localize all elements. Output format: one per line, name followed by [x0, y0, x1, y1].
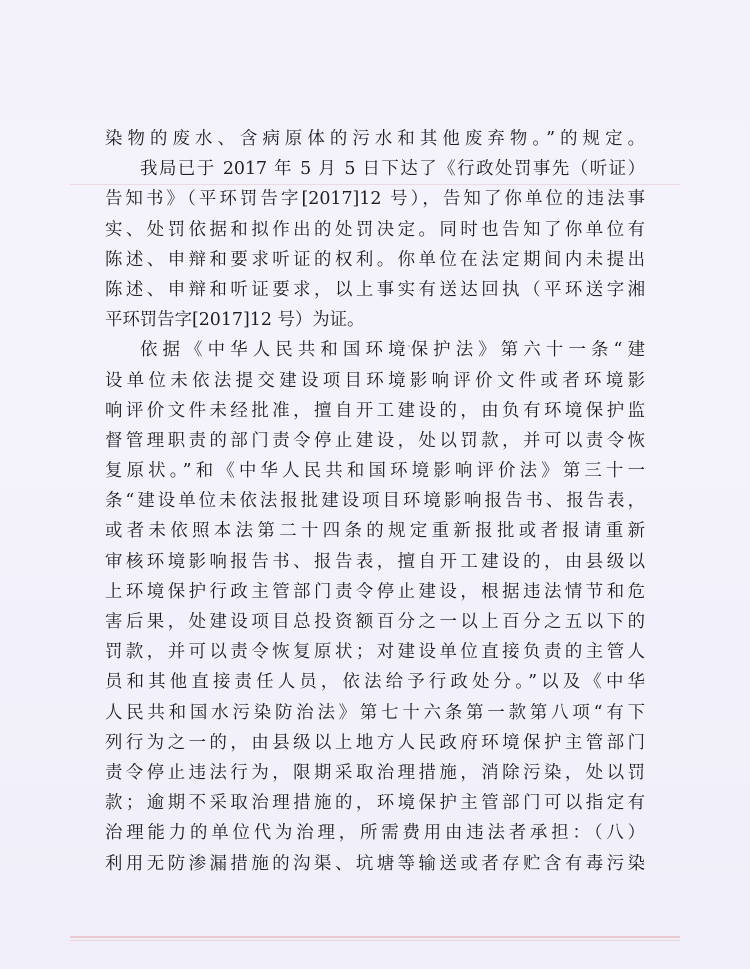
show-through-rule-bottom	[70, 936, 680, 938]
text-line-3: 告知书》（平环罚告字[2017]12 号），告知了你单位的违法事	[105, 189, 645, 210]
text-line-18: 罚款，并可以责令恢复原状；对建设单位直接负责的主管人	[105, 642, 645, 663]
text-line-10: 响评价文件未经批准，擅自开工建设的，由负有环境保护监	[105, 400, 645, 421]
text-line-7: 平环罚告字[2017]12 号）为证。	[105, 310, 365, 331]
text-line-4: 实、处罚依据和拟作出的处罚决定。同时也告知了你单位有	[105, 219, 645, 240]
text-line-11: 督管理职责的部门责令停止建设，处以罚款，并可以责令恢	[105, 430, 645, 451]
text-line-16: 上环境保护行政主管部门责令停止建设，根据违法情节和危	[105, 581, 645, 602]
text-line-25: 利用无防渗漏措施的沟渠、坑塘等输送或者存贮含有毒污染	[105, 853, 645, 874]
show-through-rule-bottom-thin	[70, 940, 680, 941]
text-line-20: 人民共和国水污染防治法》第七十六条第一款第八项“有下	[105, 702, 645, 723]
text-line-2: 我局已于 2017 年 5 月 5 日下达了《行政处罚事先（听证）	[140, 159, 645, 180]
document-body	[105, 124, 645, 879]
text-line-23: 款；逾期不采取治理措施的，环境保护主管部门可以指定有	[105, 793, 645, 814]
text-line-13: 条“建设单位未依法报批建设项目环境影响报告书、报告表，	[105, 491, 645, 512]
text-line-14: 或者未依照本法第二十四条的规定重新报批或者报请重新	[105, 521, 645, 542]
text-line-6: 陈述、申辩和听证要求，以上事实有送达回执（平环送字湘	[105, 279, 645, 300]
text-line-5: 陈述、申辩和要求听证的权利。你单位在法定期间内未提出	[105, 249, 645, 270]
text-line-9: 设单位未依法提交建设项目环境影响评价文件或者环境影	[105, 370, 645, 391]
text-line-17: 害后果，处建设项目总投资额百分之一以上百分之五以下的	[105, 612, 645, 632]
text-line-12: 复原状。”和《中华人民共和国环境影响评价法》第三十一	[105, 461, 645, 482]
text-line-24: 治理能力的单位代为治理，所需费用由违法者承担：（八）	[105, 823, 645, 844]
text-line-21: 列行为之一的，由县级以上地方人民政府环境保护主管部门	[105, 732, 645, 753]
text-line-15: 审核环境影响报告书、报告表，擅自开工建设的，由县级以	[105, 551, 645, 572]
text-line-22: 责令停止违法行为，限期采取治理措施，消除污染，处以罚	[105, 762, 645, 783]
text-line-1: 染物的废水、含病原体的污水和其他废弃物。”的规定。	[105, 129, 645, 149]
text-line-19: 员和其他直接责任人员，依法给予行政处分。”以及《中华	[105, 672, 645, 693]
text-line-8: 依据《中华人民共和国环境保护法》第六十一条“建	[140, 340, 645, 361]
